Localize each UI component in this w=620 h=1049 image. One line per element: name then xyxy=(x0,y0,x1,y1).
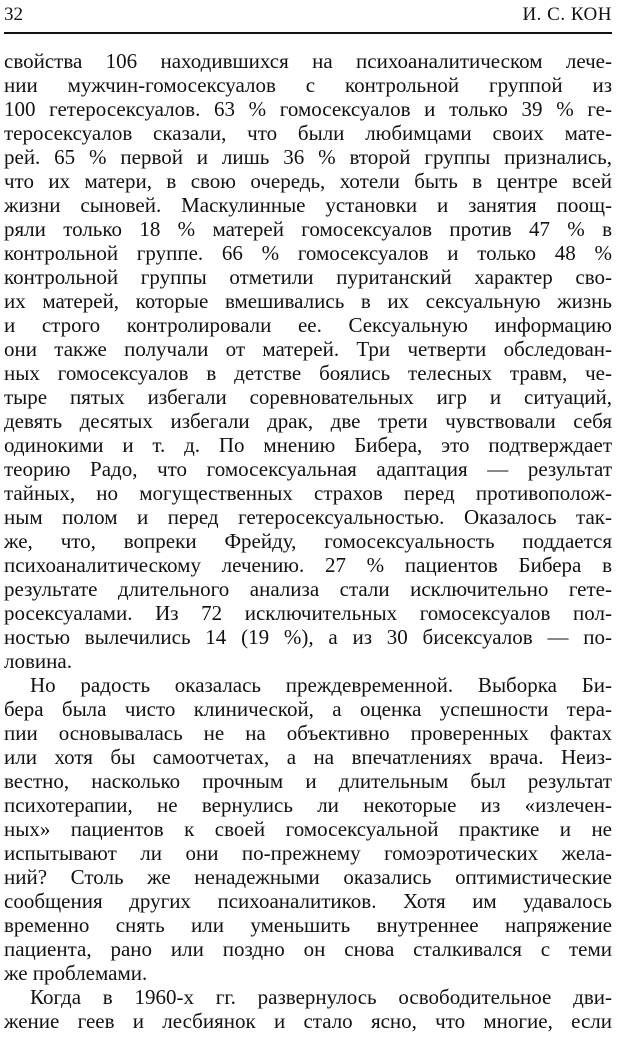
text-line: тайных, но могущественных страхов перед противополож- xyxy=(4,481,612,505)
text-line: нии мужчин-гомосексуалов с контрольной группой из xyxy=(4,73,612,97)
text-line: и строго контролировали ее. Сексуальную информацию xyxy=(4,313,612,337)
text-line: ряли только 18 % матерей гомосексуалов против 47 % в xyxy=(4,217,612,241)
text-line: результате длительного анализа стали исключительно гете- xyxy=(4,577,612,601)
text-line: или хотя бы самоотчетах, а на впечатлениях врача. Неиз- xyxy=(4,745,612,769)
text-line: ностью вылечились 14 (19 %), а из 30 бисексуалов — по- xyxy=(4,625,612,649)
text-line: девять десятых избегали драк, две трети чувствовали себя xyxy=(4,409,612,433)
header-rule xyxy=(4,32,612,34)
text-line: они также получали от матерей. Три четверти обследован- xyxy=(4,337,612,361)
text-line: контрольной группе. 66 % гомосексуалов и только 48 % xyxy=(4,241,612,265)
text-line: ных» пациентов к своей гомосексуальной практике и не xyxy=(4,817,612,841)
text-line: свойства 106 находившихся на психоаналитическом лече- xyxy=(4,49,612,73)
text-line: ным полом и перед гетеросексуальностью. Оказалось так- xyxy=(4,505,612,529)
text-line: что их матери, в свою очередь, хотели быть в центре всей xyxy=(4,169,612,193)
text-line: жение геев и лесбиянок и стало ясно, что многие, если xyxy=(4,1009,612,1033)
text-line: контрольной группы отметили пуританский характер сво- xyxy=(4,265,612,289)
text-line: временно снять или уменьшить внутреннее напряжение xyxy=(4,913,612,937)
text-line: Когда в 1960-х гг. развернулось освободительное дви- xyxy=(30,985,612,1009)
text-line: рей. 65 % первой и лишь 36 % второй группы признались, xyxy=(4,145,612,169)
text-line: пии основывалась не на объективно проверенных фактах xyxy=(4,721,612,745)
text-line: пациента, рано или поздно он снова сталкивался с теми xyxy=(4,937,612,961)
text-line: их матерей, которые вмешивались в их сексуальную жизнь xyxy=(4,289,612,313)
text-line: Но радость оказалась преждевременной. Выборка Би- xyxy=(30,673,612,697)
text-line: жизни сыновей. Маскулинные установки и занятия поощ- xyxy=(4,193,612,217)
running-head: И. С. КОН xyxy=(522,4,612,25)
text-line: психотерапии, не вернулись ли некоторые из «излечен- xyxy=(4,793,612,817)
page-number: 32 xyxy=(4,4,23,25)
text-line: сообщения других психоаналитиков. Хотя им удавалось xyxy=(4,889,612,913)
text-line: бера была чисто клинической, а оценка успешности тера- xyxy=(4,697,612,721)
text-line: ных гомосексуалов в детстве боялись телесных травм, че- xyxy=(4,361,612,385)
text-line: же, что, вопреки Фрейду, гомосексуальность поддается xyxy=(4,529,612,553)
text-line: росексуалами. Из 72 исключительных гомосексуалов пол- xyxy=(4,601,612,625)
body-text xyxy=(4,49,612,1033)
text-line: теорию Радо, что гомосексуальная адаптация — результат xyxy=(4,457,612,481)
text-line: же проблемами. xyxy=(4,961,148,985)
page-header xyxy=(4,0,612,28)
text-line: испытывают ли они по-прежнему гомоэротических жела- xyxy=(4,841,612,865)
text-line: вестно, насколько прочным и длительным был результат xyxy=(4,769,612,793)
text-line: 100 гетеросексуалов. 63 % гомосексуалов и только 39 % ге- xyxy=(4,97,612,121)
text-line: ний? Столь же ненадежными оказались оптимистические xyxy=(4,865,612,889)
text-line: теросексуалов сказали, что были любимцами своих мате- xyxy=(4,121,612,145)
text-line: одинокими и т. д. По мнению Бибера, это подтверждает xyxy=(4,433,612,457)
text-line: ловина. xyxy=(4,649,72,673)
text-line: тыре пятых избегали соревновательных игр и ситуаций, xyxy=(4,385,612,409)
text-line: психоаналитическому лечению. 27 % пациентов Бибера в xyxy=(4,553,612,577)
